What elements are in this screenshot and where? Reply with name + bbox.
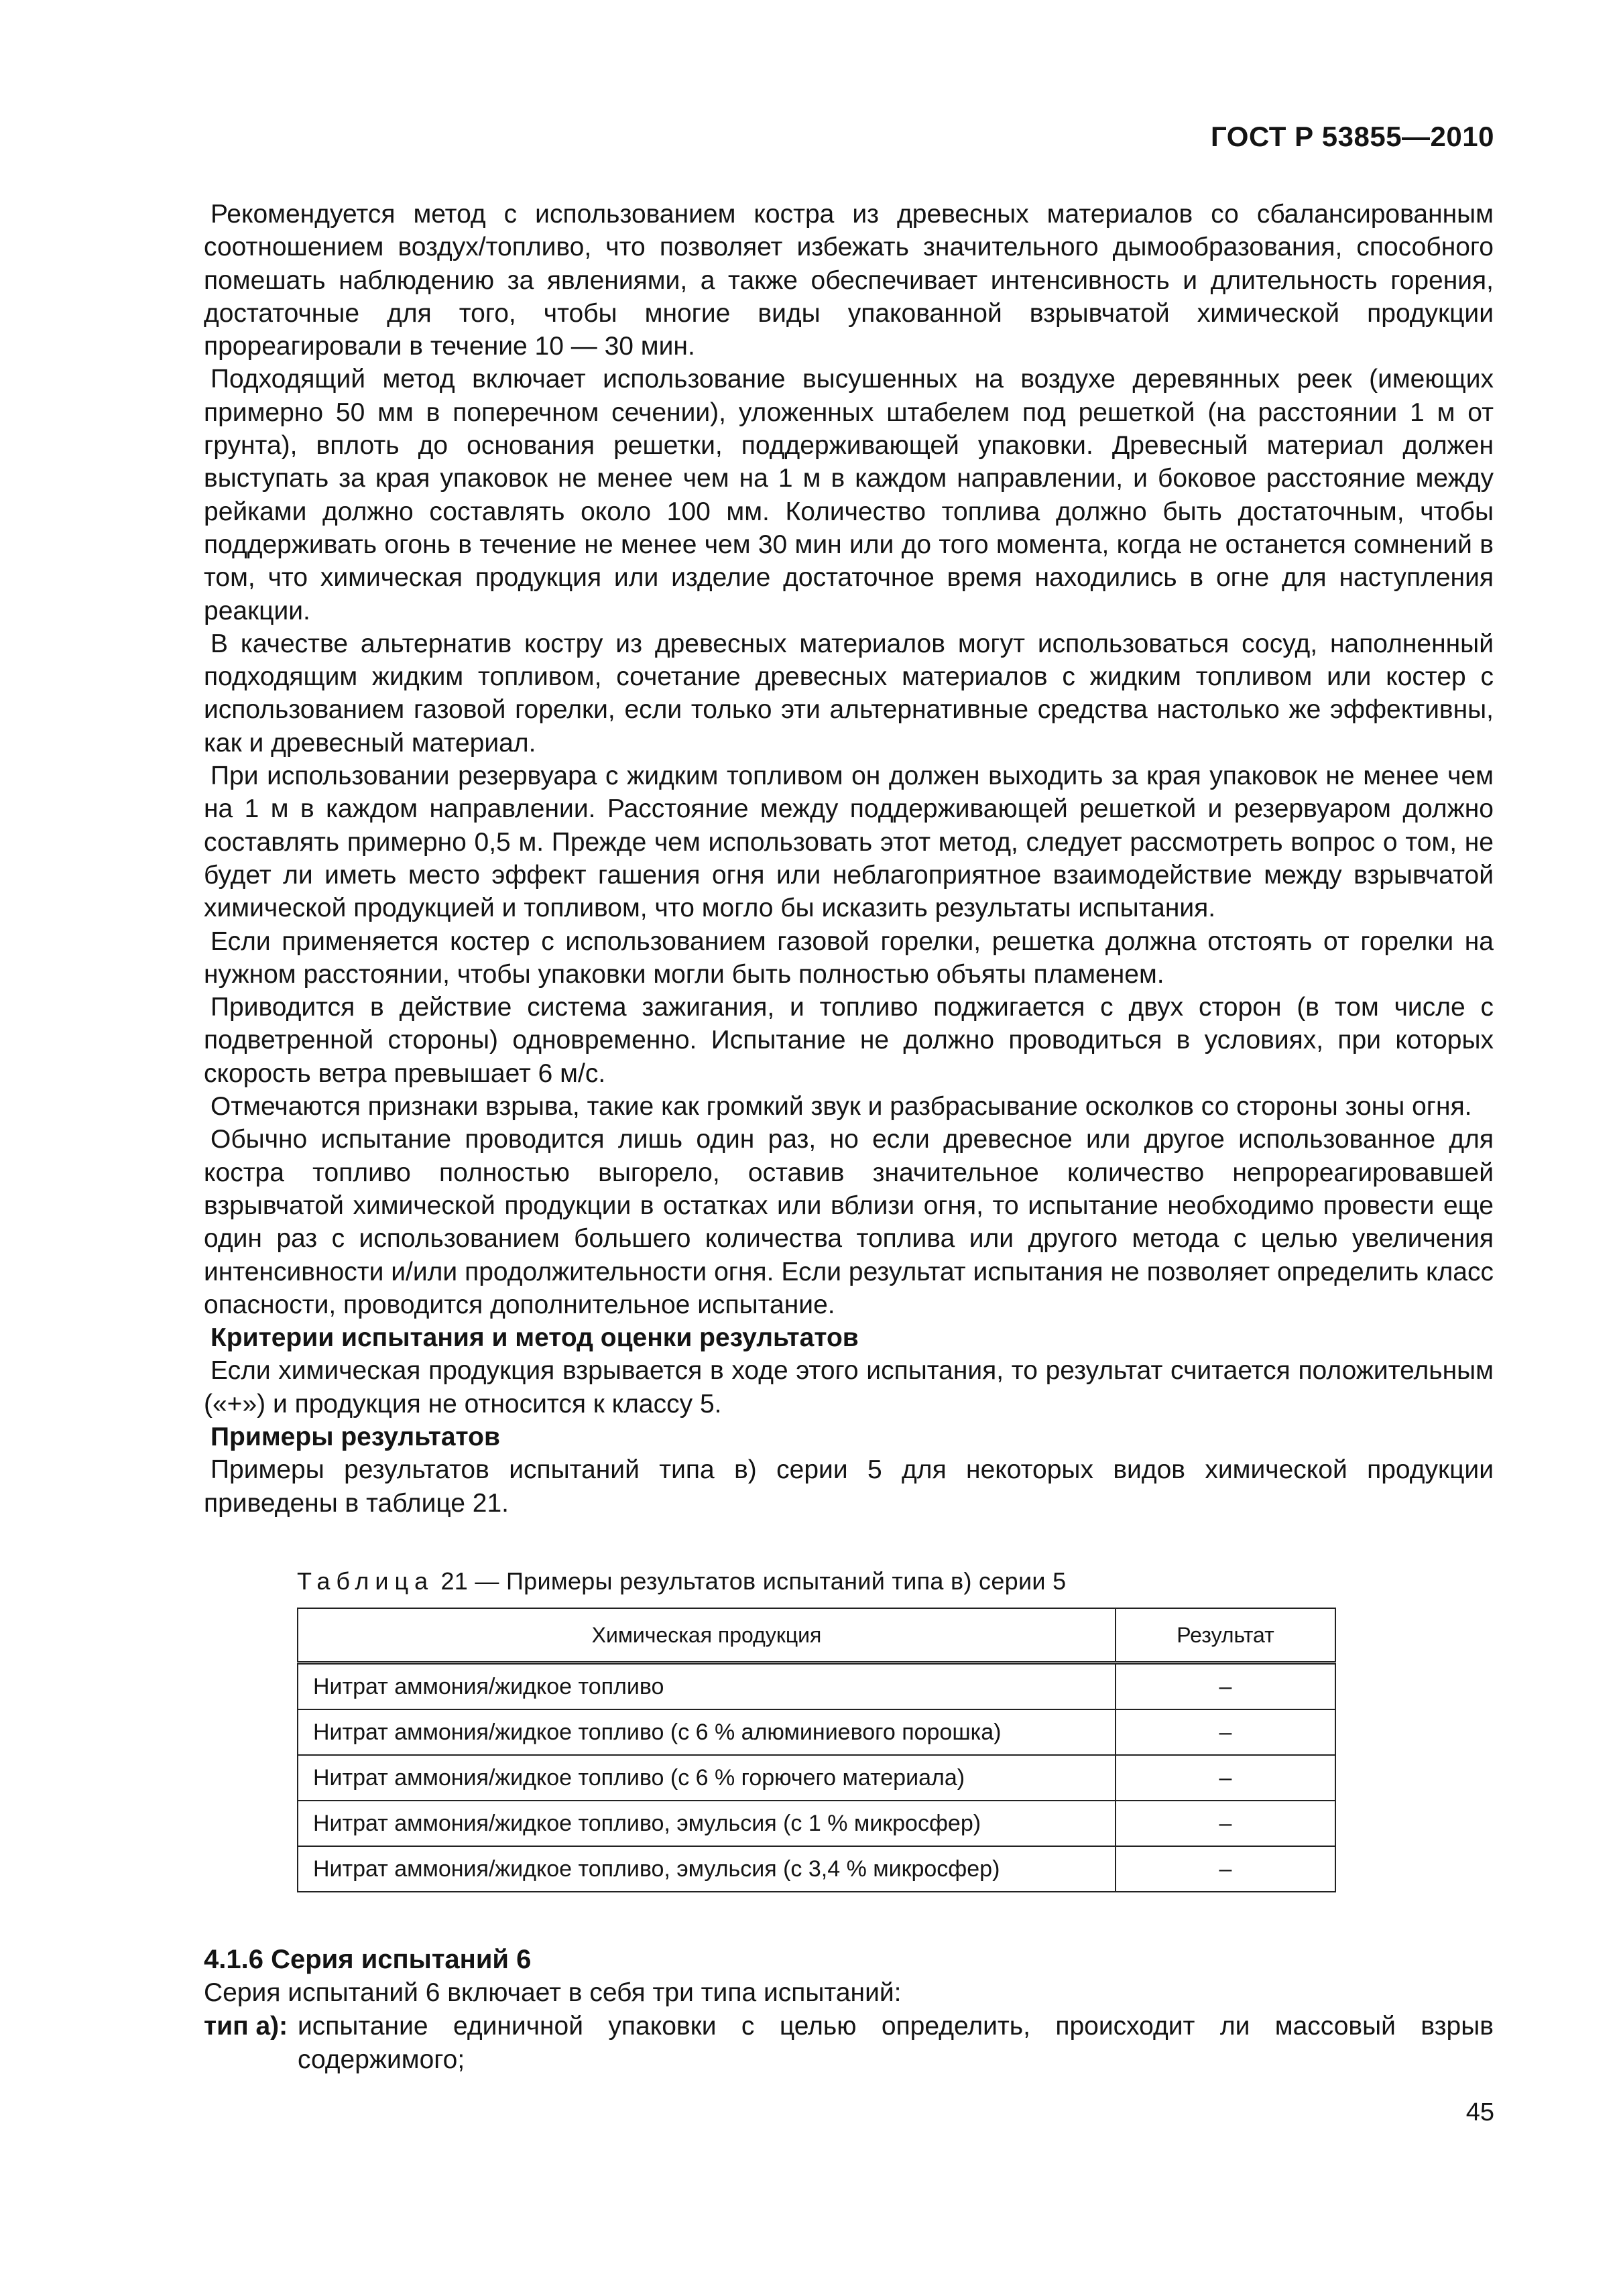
cell-product: Нитрат аммония/жидкое топливо (с 6 % алюминиевого порошка) bbox=[298, 1709, 1116, 1755]
definition-text: испытание единичной упаковки с целью определить, происходит ли массовый взрыв содержимого; bbox=[298, 2012, 1494, 2074]
paragraph: Приводится в действие система зажигания, и топливо поджигается с двух сторон (в том числе с подветренной стороны) одновременно. Испытание не должно проводиться в условиях, при которых скорость ветра превышает 6 м/с. bbox=[204, 993, 1494, 1088]
section-title: 4.1.6 Серия испытаний 6 bbox=[204, 1945, 532, 1974]
table-row bbox=[298, 1663, 1335, 1710]
definition-item bbox=[204, 2010, 1494, 2077]
paragraph: При использовании резервуара с жидким топливом он должен выходить за края упаковок не менее чем на 1 м в каждом направлении. Расстояние между поддерживающей решеткой и резервуаром должно составлять примерно 0,5 м. Прежде чем использовать этот метод, следует рассмотреть вопрос о том, не будет ли иметь место эффект гашения огня или неблагоприятное взаимодействие между взрывчатой химической продукцией и топливом, что могло бы исказить результаты испытания. bbox=[204, 762, 1494, 923]
cell-product: Нитрат аммония/жидкое топливо (с 6 % горючего материала) bbox=[298, 1755, 1116, 1801]
table-caption-text: 21 — Примеры результатов испытаний типа в) серии 5 bbox=[434, 1567, 1067, 1595]
paragraph: Примеры результатов испытаний типа в) серии 5 для некоторых видов химической продукции приведены в таблице 21. bbox=[204, 1455, 1494, 1518]
paragraph: Отмечаются признаки взрыва, такие как громкий звук и разбрасывание осколков со стороны зоны огня. bbox=[211, 1092, 1472, 1122]
column-header-product: Химическая продукция bbox=[298, 1608, 1116, 1663]
results-table bbox=[297, 1608, 1336, 1892]
section-4-1-6 bbox=[204, 1943, 1494, 2077]
cell-result: – bbox=[1116, 1846, 1335, 1892]
paragraph: В качестве альтернатив костру из древесных материалов могут использоваться сосуд, наполненный подходящим жидким топливом, сочетание древесных материалов с жидким топливом или костер с использованием газовой горелки, если только эти альтернативные средства настолько же эффективны, как и древесный материал. bbox=[204, 629, 1494, 758]
cell-result: – bbox=[1116, 1709, 1335, 1755]
cell-product: Нитрат аммония/жидкое топливо, эмульсия (с 1 % микросфер) bbox=[298, 1801, 1116, 1846]
table-caption-label: Таблица bbox=[297, 1567, 434, 1595]
body-text bbox=[204, 198, 1494, 1520]
cell-result: – bbox=[1116, 1663, 1335, 1710]
table-header-row bbox=[298, 1608, 1335, 1663]
definition-term: тип а): bbox=[204, 2012, 288, 2041]
paragraph: Если применяется костер с использованием газовой горелки, решетка должна отстоять от горелки на нужном расстоянии, чтобы упаковки могли быть полностью объяты пламенем. bbox=[204, 926, 1494, 989]
cell-product: Нитрат аммония/жидкое топливо, эмульсия (с 3,4 % микросфер) bbox=[298, 1846, 1116, 1892]
paragraph: Если химическая продукция взрывается в ходе этого испытания, то результат считается положительным («+») и продукция не относится к классу 5. bbox=[204, 1356, 1494, 1418]
paragraph: Подходящий метод включает использование высушенных на воздухе деревянных реек (имеющих примерно 50 мм в поперечном сечении), уложенных штабелем под решеткой (на расстоянии 1 м от грунта), вплоть до основания решетки, поддерживающей упаковки. Древесный материал должен выступать за края упаковок не менее чем на 1 м в каждом направлении, и боковое расстояние между рейками должно составлять около 100 мм. Количество топлива должно быть достаточным, чтобы поддерживать огонь в течение не менее чем 30 мин или до того момента, когда не останется сомнений в том, что химическая продукция или изделие достаточное время находились в огне для наступления реакции. bbox=[204, 365, 1494, 625]
document-header: ГОСТ Р 53855—2010 bbox=[1211, 121, 1494, 152]
paragraph: Рекомендуется метод с использованием костра из древесных материалов со сбалансированным соотношением воздух/топливо, что позволяет избежать значительного дымообразования, способного помешать наблюдению за явлениями, а также обеспечивает интенсивность и длительность горения, достаточные для того, чтобы многие виды упакованной взрывчатой химической продукции прореагировали в течение 10 — 30 мин. bbox=[204, 200, 1494, 361]
cell-result: – bbox=[1116, 1755, 1335, 1801]
section-intro: Серия испытаний 6 включает в себя три типа испытаний: bbox=[204, 1978, 902, 2007]
paragraph: Обычно испытание проводится лишь один раз, но если древесное или другое использованное для костра топливо полностью выгорело, оставив значительное количество непрореагировавшей взрывчатой химической продукции в остатках или вблизи огня, то испытание необходимо провести еще один раз с использованием большего количества топлива или другого метода с целью увеличения интенсивности и/или продолжительности огня. Если результат испытания не позволяет определить класс опасности, проводится дополнительное испытание. bbox=[204, 1125, 1494, 1319]
subheading-criteria: Критерии испытания и метод оценки результатов bbox=[211, 1323, 859, 1353]
column-header-result: Результат bbox=[1116, 1608, 1335, 1663]
table-row bbox=[298, 1846, 1335, 1892]
table-row bbox=[298, 1709, 1335, 1755]
table-caption bbox=[297, 1567, 1066, 1595]
cell-product: Нитрат аммония/жидкое топливо bbox=[298, 1663, 1116, 1710]
cell-result: – bbox=[1116, 1801, 1335, 1846]
subheading-examples: Примеры результатов bbox=[211, 1422, 500, 1451]
table-row bbox=[298, 1755, 1335, 1801]
page-number: 45 bbox=[1465, 2098, 1494, 2126]
table-row bbox=[298, 1801, 1335, 1846]
